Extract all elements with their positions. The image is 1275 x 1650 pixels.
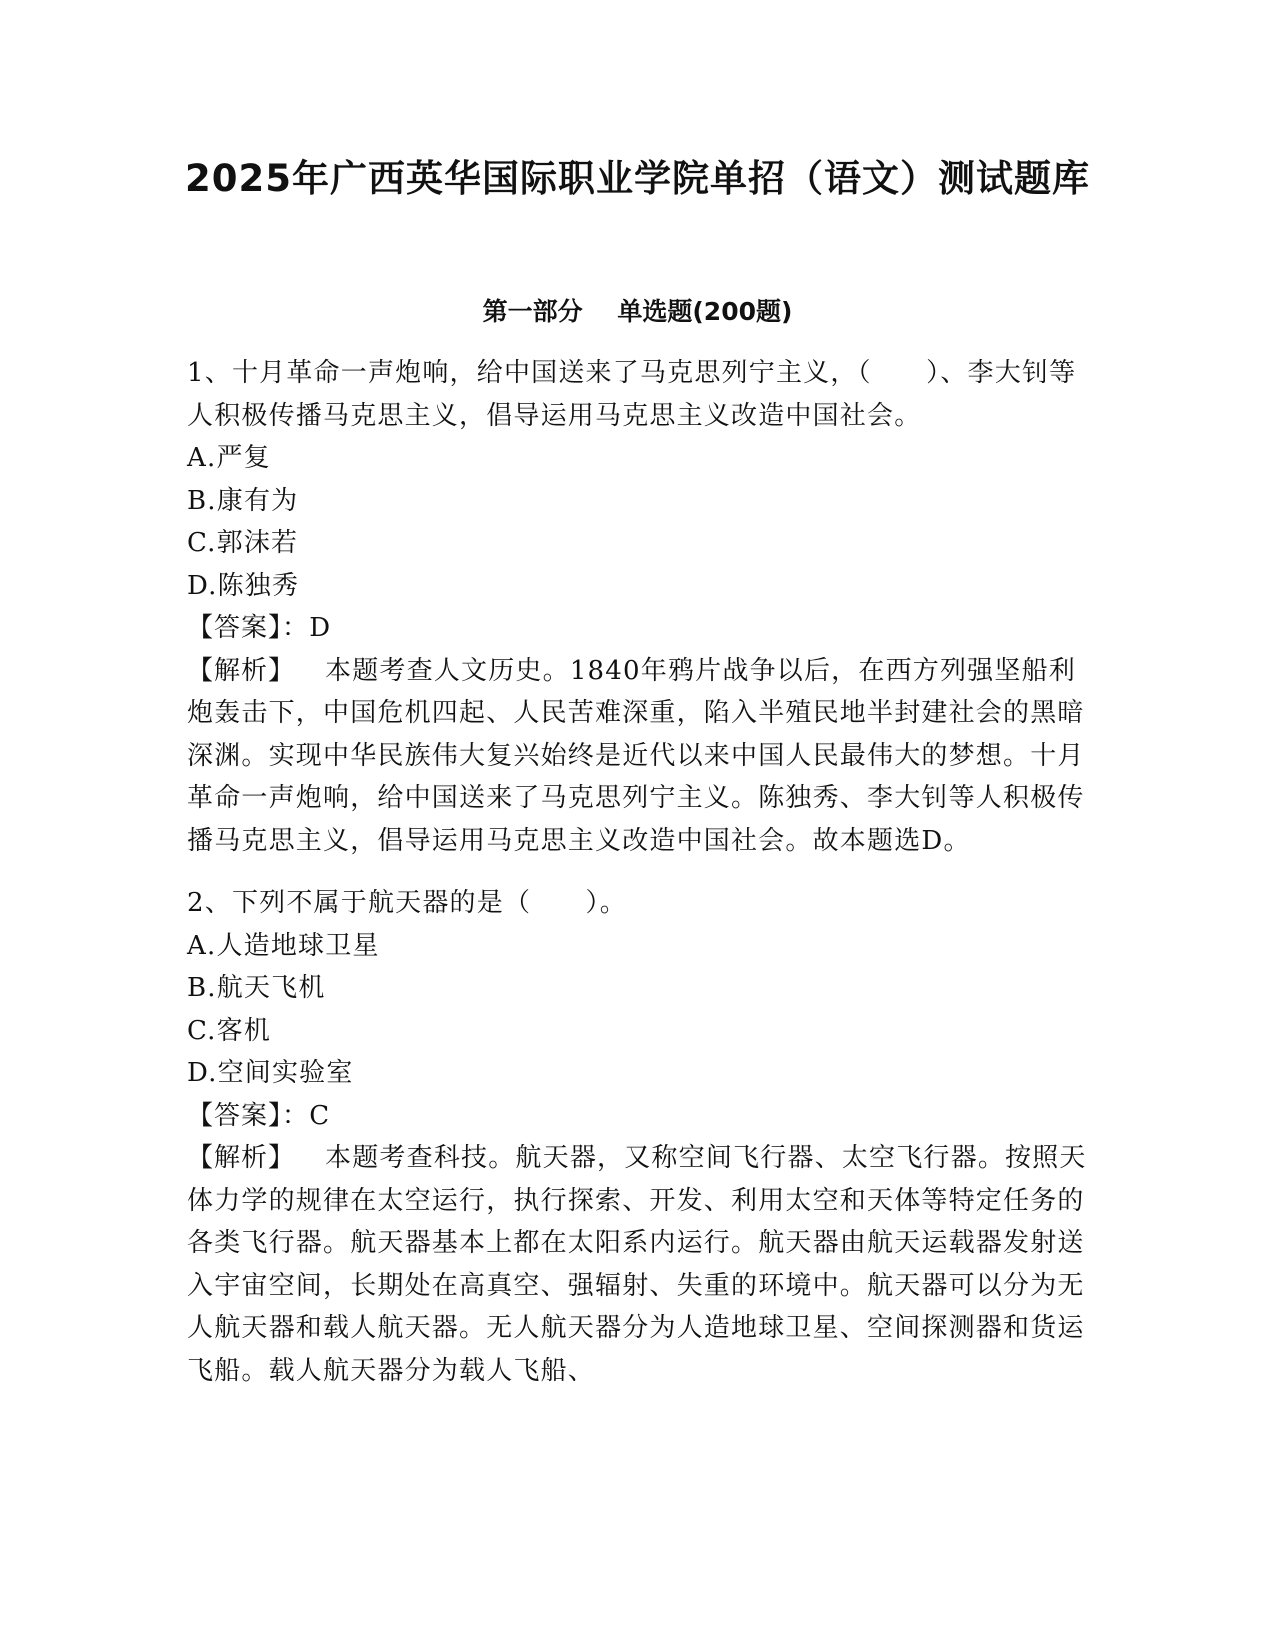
explanation-text: 本题考查人文历史。1840年鸦片战争以后，在西方列强坚船利炮轰击下，中国危机四起、人民苦难深重，陷入半殖民地半封建社会的黑暗深渊。实现中华民族伟大复兴始终是近代以来中国人民最伟大的梦想。十月革命一声炮响，给中国送来了马克思列宁主义。陈独秀、李大钊等人积极传播马克思主义，倡导运用马克思主义改造中国社会。故本题选D。 [187, 655, 1085, 856]
explanation [187, 1137, 1087, 1392]
option-d: D.空间实验室 [187, 1058, 354, 1088]
explanation-text: 本题考查科技。航天器，又称空间飞行器、太空飞行器。按照天体力学的规律在太空运行，执行探索、开发、利用太空和天体等特定任务的各类飞行器。航天器基本上都在太阳系内运行。航天器由航天运载器发射送入宇宙空间，长期处在高真空、强辐射、失重的环境中。航天器可以分为无人航天器和载人航天器。无人航天器分为人造地球卫星、空间探测器和货运飞船。载人航天器分为载人飞船、 [187, 1143, 1087, 1386]
option-a: A.人造地球卫星 [187, 930, 380, 961]
question-item [187, 882, 1087, 1392]
explanation [187, 650, 1087, 863]
answer-value: ：C [282, 1100, 331, 1131]
question-item [187, 352, 1087, 862]
option-a: A.严复 [187, 443, 271, 473]
answer-line [187, 607, 1087, 650]
answer-label: 【答案】 [187, 613, 283, 643]
option-d: D.陈独秀 [187, 570, 300, 601]
option-c: C.客机 [187, 1015, 272, 1046]
option-b: B.航天飞机 [187, 973, 326, 1003]
option-c: C.郭沫若 [187, 528, 299, 558]
answer-value: ：D [282, 613, 332, 643]
question-stem: 2、下列不属于航天器的是（ ）。 [187, 888, 627, 918]
question-stem: 1、十月革命一声炮响，给中国送来了马克思列宁主义，（ ）、李大钊等人积极传播马克思主义，倡导运用马克思主义改造中国社会。 [187, 358, 1077, 431]
explanation-label: 【解析】 [187, 655, 296, 686]
document-title: 2025年广西英华国际职业学院单招（语文）测试题库 [185, 157, 1090, 200]
question-list [187, 352, 1087, 1412]
section-title: 第一部分 单选题(200题) [482, 297, 793, 326]
option-b: B.康有为 [187, 485, 299, 516]
answer-label: 【答案】 [187, 1100, 283, 1131]
answer-line [187, 1095, 1087, 1138]
explanation-label: 【解析】 [187, 1143, 296, 1173]
